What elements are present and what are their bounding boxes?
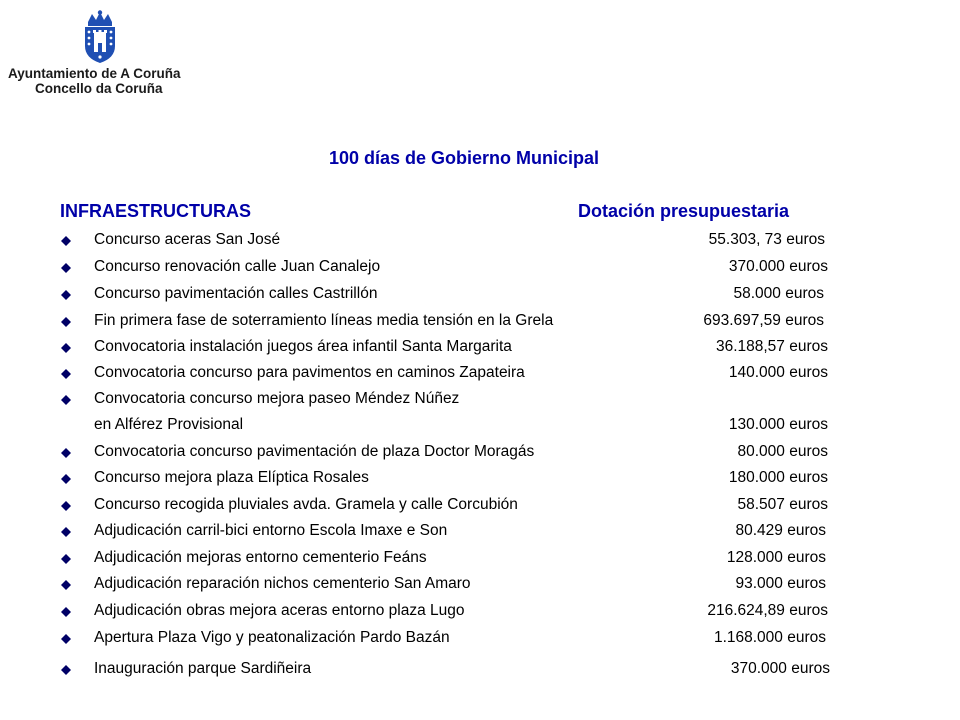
- item-amount: 55.303, 73 euros: [708, 231, 825, 248]
- item-label: Fin primera fase de soterramiento líneas media tensión en la Grela: [94, 312, 554, 329]
- page-title: 100 días de Gobierno Municipal: [328, 148, 600, 168]
- item-label: Concurso aceras San José: [94, 231, 281, 248]
- list-item: [0, 547, 960, 571]
- diamond-bullet-icon: [61, 634, 71, 644]
- item-amount: 370.000 euros: [730, 660, 830, 677]
- diamond-bullet-icon: [61, 580, 71, 590]
- list-item: [0, 467, 960, 491]
- diamond-bullet-icon: [61, 474, 71, 484]
- item-amount: 58.507 euros: [737, 496, 828, 513]
- diamond-bullet-icon: [61, 236, 71, 246]
- header-logo: [0, 0, 215, 95]
- coat-of-arms-icon: [80, 10, 120, 64]
- diamond-bullet-icon: [61, 369, 71, 379]
- list-item: [0, 256, 960, 280]
- item-amount: 36.188,57 euros: [715, 338, 828, 355]
- section-heading: INFRAESTRUCTURAS: [60, 201, 251, 221]
- diamond-bullet-icon: [61, 263, 71, 273]
- list-item: [0, 310, 960, 334]
- item-amount: 80.429 euros: [735, 522, 826, 539]
- item-label: Inauguración parque Sardiñeira: [94, 660, 312, 677]
- item-label: Adjudicación carril-bici entorno Escola Imaxe e Son: [94, 522, 448, 539]
- item-amount: 140.000 euros: [728, 364, 828, 381]
- item-label: Adjudicación obras mejora aceras entorno plaza Lugo: [94, 602, 465, 619]
- item-amount: 693.697,59 euros: [703, 312, 824, 329]
- diamond-bullet-icon: [61, 527, 71, 537]
- diamond-bullet-icon: [61, 290, 71, 300]
- diamond-bullet-icon: [61, 554, 71, 564]
- item-label: Concurso renovación calle Juan Canalejo: [94, 258, 381, 275]
- list-item: [0, 658, 960, 682]
- item-label: Adjudicación mejoras entorno cementerio Feáns: [94, 549, 427, 566]
- list-item: [0, 627, 960, 651]
- item-label: Adjudicación reparación nichos cementerio San Amaro: [94, 575, 471, 592]
- item-label: Concurso recogida pluviales avda. Gramela y calle Corcubión: [94, 496, 518, 513]
- list-item: [0, 283, 960, 307]
- item-amount: 180.000 euros: [728, 469, 828, 486]
- list-item: [0, 520, 960, 544]
- list-item: [0, 388, 960, 412]
- item-amount: 1.168.000 euros: [713, 629, 826, 646]
- item-label: Convocatoria concurso mejora paseo Méndez Núñez: [94, 390, 460, 407]
- list-item: [0, 573, 960, 597]
- item-amount: 216.624,89 euros: [707, 602, 828, 619]
- org-name-line2: Concello da Coruña: [35, 81, 163, 96]
- item-amount: 370.000 euros: [728, 258, 828, 275]
- org-name-line1: Ayuntamiento de A Coruña: [8, 66, 181, 81]
- diamond-bullet-icon: [61, 501, 71, 511]
- diamond-bullet-icon: [61, 607, 71, 617]
- item-label: Concurso pavimentación calles Castrillón: [94, 285, 378, 302]
- item-label: Convocatoria concurso pavimentación de plaza Doctor Moragás: [94, 443, 535, 460]
- list-item: [0, 600, 960, 624]
- item-label: Concurso mejora plaza Elíptica Rosales: [94, 469, 369, 486]
- diamond-bullet-icon: [61, 448, 71, 458]
- item-label: Convocatoria instalación juegos área infantil Santa Margarita: [94, 338, 512, 355]
- item-label: Apertura Plaza Vigo y peatonalización Pardo Bazán: [94, 629, 450, 646]
- item-amount: 58.000 euros: [733, 285, 824, 302]
- diamond-bullet-icon: [61, 343, 71, 353]
- diamond-bullet-icon: [61, 665, 71, 675]
- diamond-bullet-icon: [61, 317, 71, 327]
- item-amount: 128.000 euros: [726, 549, 826, 566]
- list-item: [0, 336, 960, 360]
- list-item: [0, 229, 960, 253]
- diamond-bullet-icon: [61, 395, 71, 405]
- budget-column-heading: Dotación presupuestaria: [578, 201, 790, 221]
- list-item: [0, 494, 960, 518]
- item-label: en Alférez Provisional: [94, 416, 244, 433]
- list-item: [0, 441, 960, 465]
- item-amount: 80.000 euros: [737, 443, 828, 460]
- item-amount: 93.000 euros: [735, 575, 826, 592]
- item-amount: 130.000 euros: [728, 416, 828, 433]
- item-label: Convocatoria concurso para pavimentos en caminos Zapateira: [94, 364, 525, 381]
- list-item-continuation: [0, 414, 960, 438]
- list-item: [0, 362, 960, 386]
